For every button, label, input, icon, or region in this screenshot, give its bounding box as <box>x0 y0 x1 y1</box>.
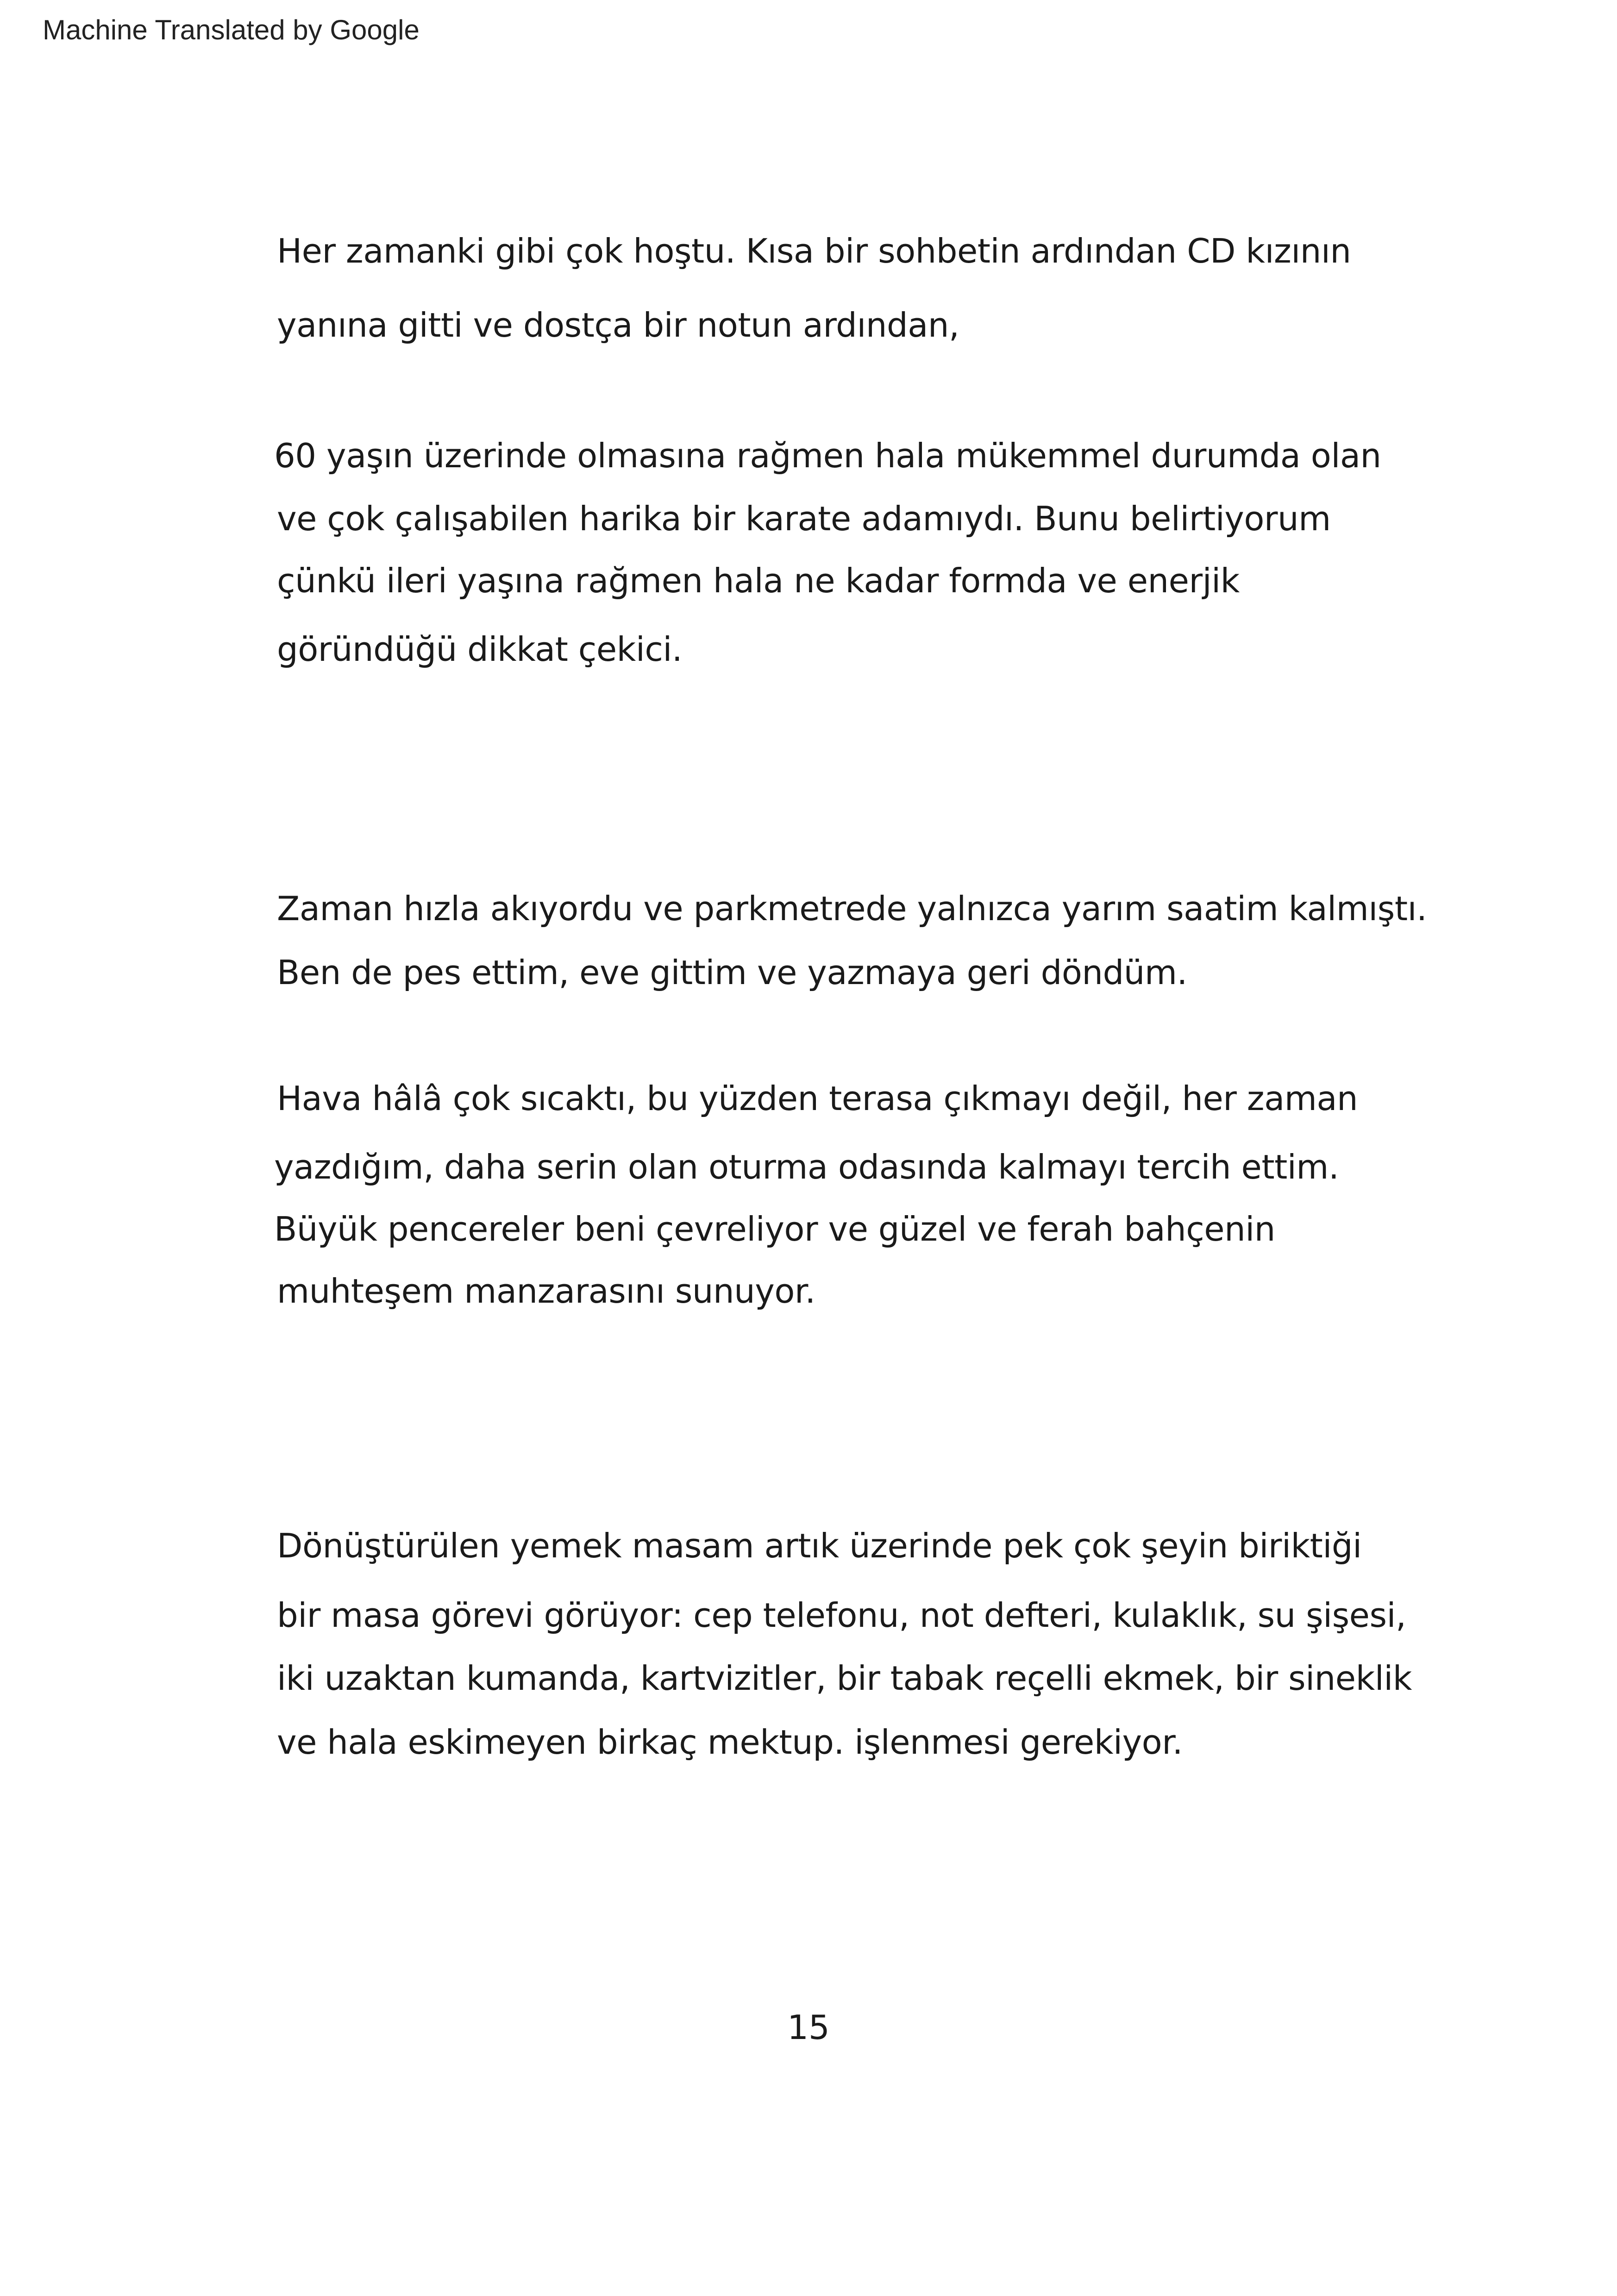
paragraph-5-line-4: ve hala eskimeyen birkaç mektup. işlenmesi gerekiyor. <box>277 1723 1183 1762</box>
paragraph-2-line-4: göründüğü dikkat çekici. <box>277 630 683 669</box>
paragraph-1-line-1: Her zamanki gibi çok hoştu. Kısa bir sohbetin ardından CD kızının <box>277 232 1351 270</box>
paragraph-3-line-1: Zaman hızla akıyordu ve parkmetrede yalnızca yarım saatim kalmıştı. <box>277 889 1427 928</box>
paragraph-4-line-3: Büyük pencereler beni çevreliyor ve güzel ve ferah bahçenin <box>274 1210 1275 1248</box>
paragraph-4-line-4: muhteşem manzarasını sunuyor. <box>277 1272 815 1311</box>
paragraph-5-line-2: bir masa görevi görüyor: cep telefonu, not defteri, kulaklık, su şişesi, <box>277 1596 1406 1635</box>
paragraph-5-line-3: iki uzaktan kumanda, kartvizitler, bir tabak reçelli ekmek, bir sineklik <box>277 1659 1412 1698</box>
paragraph-2-line-2: ve çok çalışabilen harika bir karate adamıydı. Bunu belirtiyorum <box>277 499 1331 538</box>
paragraph-4-line-2: yazdığım, daha serin olan oturma odasında kalmayı tercih ettim. <box>274 1148 1339 1186</box>
paragraph-5-line-1: Dönüştürülen yemek masam artık üzerinde pek çok şeyin biriktiği <box>277 1526 1362 1565</box>
paragraph-3-line-2: Ben de pes ettim, eve gittim ve yazmaya geri döndüm. <box>277 953 1187 992</box>
page-number: 15 <box>787 2008 830 2047</box>
machine-translation-banner: Machine Translated by Google <box>43 14 420 45</box>
paragraph-4-line-1: Hava hâlâ çok sıcaktı, bu yüzden terasa çıkmayı değil, her zaman <box>277 1079 1358 1118</box>
paragraph-2-line-3: çünkü ileri yaşına rağmen hala ne kadar formda ve enerjik <box>277 561 1240 600</box>
paragraph-2-line-1: 60 yaşın üzerinde olmasına rağmen hala mükemmel durumda olan <box>274 436 1381 475</box>
paragraph-1-line-2: yanına gitti ve dostça bir notun ardından, <box>277 306 959 345</box>
